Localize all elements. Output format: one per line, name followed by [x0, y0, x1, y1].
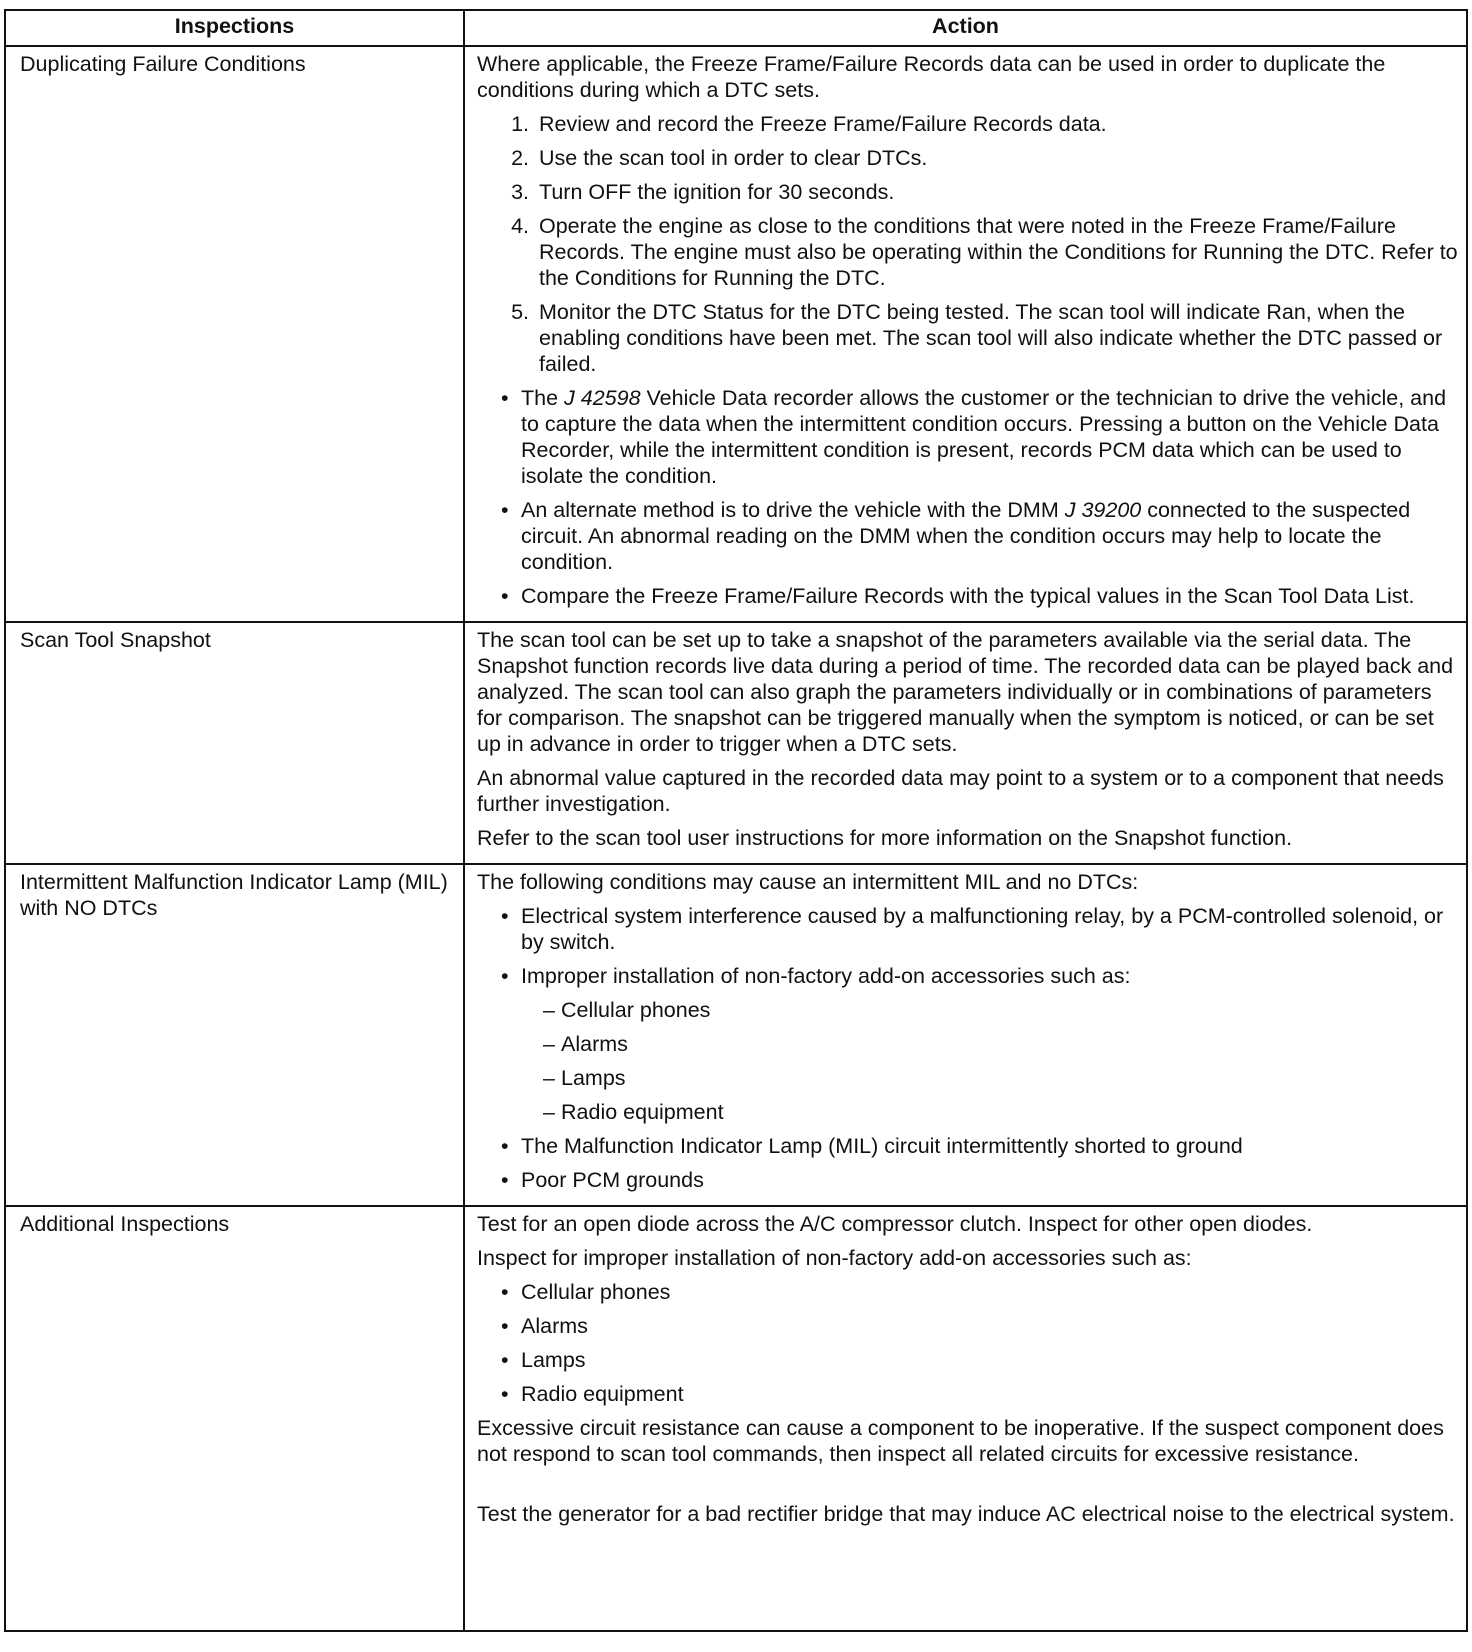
step-item: 5. Monitor the DTC Status for the DTC being tested. The scan tool will indicate Ran, when the enabling conditions have been met. The scan tool will also indicate whether the DTC passed or failed. [535, 299, 1458, 377]
inspection-cell: Scan Tool Snapshot [5, 622, 464, 864]
text: connected to the suspected circuit. An abnormal reading on the DMM when the condition occurs may help to locate the condition. [521, 498, 1411, 574]
inspection-cell: Intermittent Malfunction Indicator Lamp (MIL) with NO DTCs [5, 864, 464, 1206]
bullet-list [477, 1279, 1458, 1407]
header-inspections: Inspections [5, 10, 464, 46]
paragraph: The scan tool can be set up to take a snapshot of the parameters available via the serial data. The Snapshot function records live data during a period of time. The recorded data can be played back and analyzed. The scan tool can also graph the parameters individually or in combinations of parameters for comparison. The snapshot can be triggered manually when the symptom is noticed, or can be set up in advance in order to trigger when a DTC sets. [477, 628, 1454, 756]
bullet-item [521, 497, 1458, 575]
bullet-item: • Poor PCM grounds [521, 1167, 1458, 1193]
step-item: 2. Use the scan tool in order to clear DTCs. [535, 145, 1458, 171]
bullet-item [521, 385, 1458, 489]
action-cell [464, 1206, 1467, 1631]
text: An alternate method is to drive the vehicle with the DMM [521, 498, 1065, 522]
spacer [477, 1475, 1458, 1501]
bullet-item: • Alarms [521, 1313, 1458, 1339]
paragraph: Refer to the scan tool user instructions for more information on the Snapshot function. [477, 826, 1293, 850]
bullet-list [477, 385, 1458, 609]
inspections-table [4, 9, 1468, 1632]
table-row [5, 46, 1467, 622]
paragraph: Excessive circuit resistance can cause a component to be inoperative. If the suspect component does not respond to scan tool commands, then inspect all related circuits for excessive resistance. [477, 1416, 1444, 1466]
paragraph: Test for an open diode across the A/C compressor clutch. Inspect for other open diodes. [477, 1212, 1313, 1236]
sub-item: – Cellular phones [561, 997, 1458, 1023]
bullet-list [477, 903, 1458, 1193]
action-cell [464, 622, 1467, 864]
paragraph: Test the generator for a bad rectifier bridge that may induce AC electrical noise to the electrical system. [477, 1502, 1455, 1526]
intro-text: The following conditions may cause an intermittent MIL and no DTCs: [477, 870, 1139, 894]
bullet-item: • Electrical system interference caused by a malfunctioning relay, by a PCM-controlled solenoid, or by switch. [521, 903, 1458, 955]
inspection-cell: Duplicating Failure Conditions [5, 46, 464, 622]
paragraph: An abnormal value captured in the recorded data may point to a system or to a component that needs further investigation. [477, 766, 1444, 816]
tool-number: J 42598 [564, 386, 641, 410]
intro-text: Where applicable, the Freeze Frame/Failure Records data can be used in order to duplicate the conditions during which a DTC sets. [477, 52, 1386, 102]
step-item: 3. Turn OFF the ignition for 30 seconds. [535, 179, 1458, 205]
header-action: Action [464, 10, 1467, 46]
header-row [5, 10, 1467, 46]
text: Vehicle Data recorder allows the customer or the technician to drive the vehicle, and to capture the data when the intermittent condition occurs. Pressing a button on the Vehicle Data Recorder, while the intermittent condition is present, records PCM data which can be used to isolate the condition. [521, 386, 1447, 488]
text: The [521, 386, 565, 410]
action-cell [464, 46, 1467, 622]
table-row [5, 1206, 1467, 1631]
table-row [5, 622, 1467, 864]
action-cell [464, 864, 1467, 1206]
sub-item: – Lamps [561, 1065, 1458, 1091]
inspection-cell: Additional Inspections [5, 1206, 464, 1631]
bullet-item: • Compare the Freeze Frame/Failure Records with the typical values in the Scan Tool Data List. [521, 583, 1458, 609]
table-row [5, 864, 1467, 1206]
sub-item: – Alarms [561, 1031, 1458, 1057]
bullet-item: • The Malfunction Indicator Lamp (MIL) circuit intermittently shorted to ground [521, 1133, 1458, 1159]
bullet-item: • Lamps [521, 1347, 1458, 1373]
paragraph: Inspect for improper installation of non-factory add-on accessories such as: [477, 1246, 1192, 1270]
step-item: 4. Operate the engine as close to the conditions that were noted in the Freeze Frame/Failure Records. The engine must also be operating within the Conditions for Running the DTC. Refer to the Conditions for Running the DTC. [535, 213, 1458, 291]
sub-item: – Radio equipment [561, 1099, 1458, 1125]
bullet-item: • Radio equipment [521, 1381, 1458, 1407]
text: Improper installation of non-factory add-on accessories such as: [521, 964, 1131, 988]
bullet-item: • Cellular phones [521, 1279, 1458, 1305]
sub-list [521, 997, 1458, 1125]
step-item: 1. Review and record the Freeze Frame/Failure Records data. [535, 111, 1458, 137]
bullet-item [521, 963, 1458, 1125]
steps-list [477, 111, 1458, 377]
tool-number: J 39200 [1064, 498, 1142, 522]
